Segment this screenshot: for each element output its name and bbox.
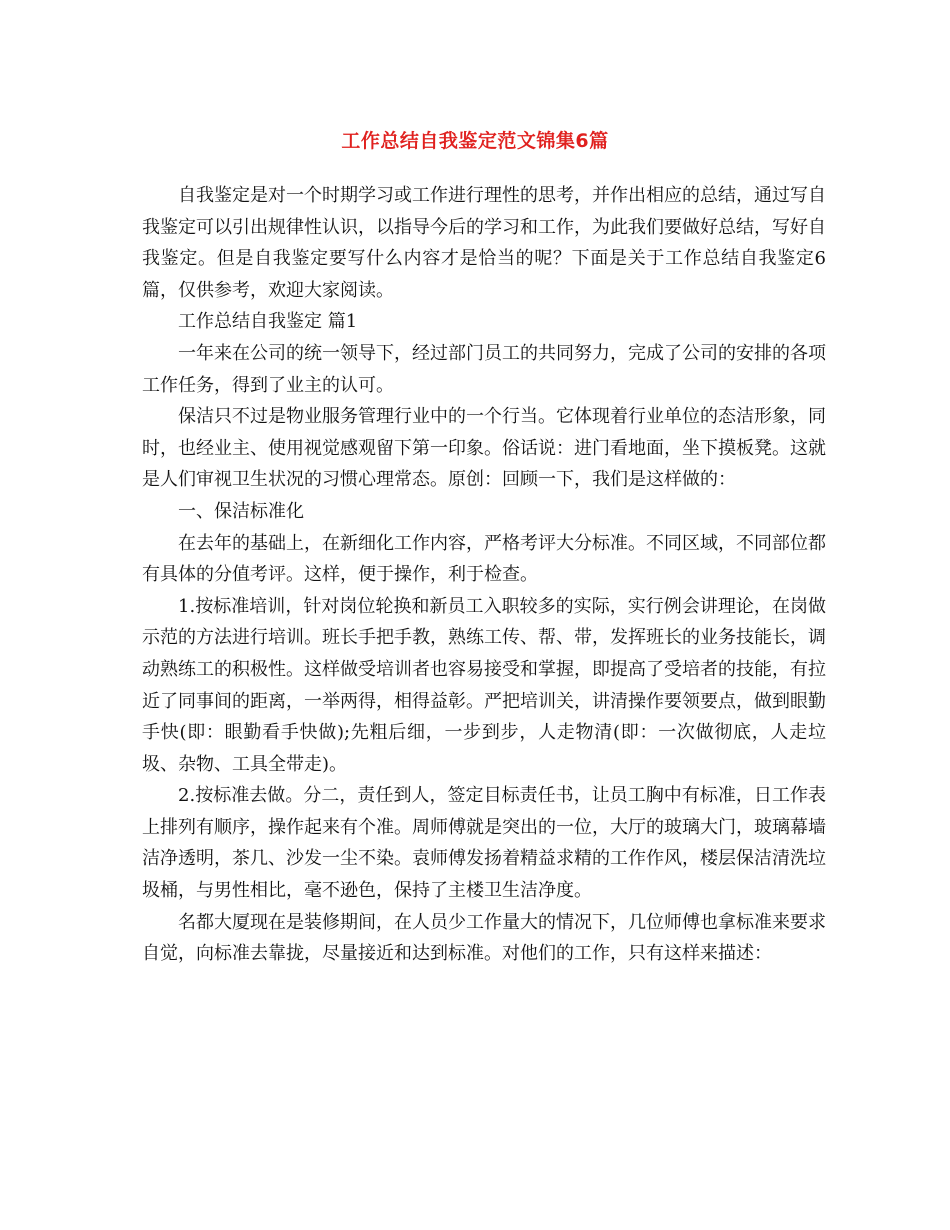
- paragraph: 一年来在公司的统一领导下，经过部门员工的共同努力，完成了公司的安排的各项工作任务，得到了业主的认可。: [142, 342, 826, 396]
- paragraph-intro: 自我鉴定是对一个时期学习或工作进行理性的思考，并作出相应的总结，通过写自我鉴定可以引出规律性认识，以指导今后的学习和工作，为此我们要做好总结，写好自我鉴定。但是自我鉴定要写什么内容才是恰当的呢？下面是关于工作总结自我鉴定6篇，仅供参考，欢迎大家阅读。: [142, 185, 826, 301]
- paragraph: 名都大厦现在是装修期间，在人员少工作量大的情况下，几位师傅也拿标准来要求自觉，向标准去靠拢，尽量接近和达到标准。对他们的工作，只有这样来描述：: [142, 911, 826, 965]
- document-title: 工作总结自我鉴定范文锦集6篇: [341, 130, 609, 152]
- list-item: 1.按标准培训，针对岗位轮换和新员工入职较多的实际，实行例会讲理论，在岗做示范的方法进行培训。班长手把手教，熟练工传、帮、带，发挥班长的业务技能长，调动熟练工的积极性。这样做受培训者也容易接受和掌握，即提高了受培者的技能，有拉近了同事间的距离，一举两得，相得益彰。严把培训关，讲清操作要领要点，做到眼勤手快(即：眼勤看手快做);先粗后细，一步到步，人走物清(即：一次做彻底，人走垃圾、杂物、工具全带走)。: [142, 595, 826, 775]
- list-item: 2.按标准去做。分二，责任到人，签定目标责任书，让员工胸中有标准，日工作表上排列有顺序，操作起来有个准。周师傅就是突出的一位，大厅的玻璃大门，玻璃幕墙洁净透明，茶几、沙发一尘不染。袁师傅发扬着精益求精的工作作风，楼层保洁清洗垃圾桶，与男性相比，毫不逊色，保持了主楼卫生洁净度。: [142, 785, 826, 902]
- paragraph: 在去年的基础上，在新细化工作内容，严格考评大分标准。不同区域，不同部位都有具体的分值考评。这样，便于操作，利于检查。: [142, 532, 826, 586]
- subsection-heading: 一、保洁标准化: [178, 500, 304, 522]
- section-heading: 工作总结自我鉴定 篇1: [178, 311, 358, 333]
- document-body: [142, 180, 826, 970]
- paragraph: 保洁只不过是物业服务管理行业中的一个行当。它体现着行业单位的态洁形象，同时，也经业主、使用视觉感观留下第一印象。俗话说：进门看地面，坐下摸板凳。这就是人们审视卫生状况的习惯心理常态。原创：回顾一下，我们是这样做的：: [142, 406, 826, 491]
